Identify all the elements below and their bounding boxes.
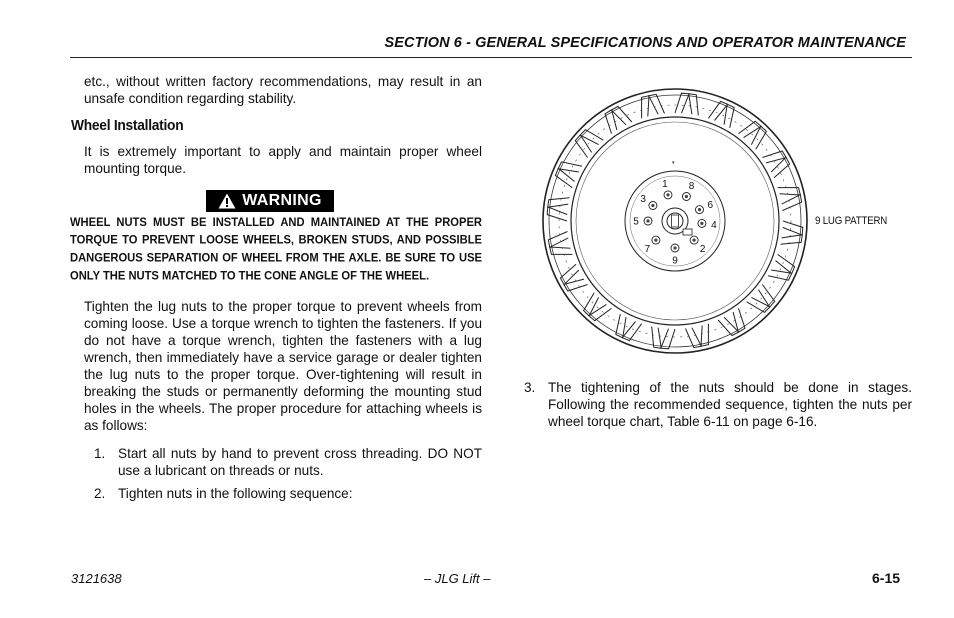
wheel-installation-heading: Wheel Installation [71, 117, 184, 134]
lug-stud [654, 239, 657, 242]
step-number: 3. [524, 380, 536, 395]
lug-stud [693, 239, 696, 242]
lug-sequence-number: 9 [672, 255, 678, 267]
lug-sequence-number: 6 [707, 200, 714, 211]
step-1 [94, 445, 482, 485]
lug-sequence-number: 3 [640, 194, 646, 206]
step-text: Start all nuts by hand to prevent cross threading. DO NOT use a lubricant on threads or nuts. [118, 446, 482, 478]
lug-sequence-number: 8 [688, 181, 695, 193]
warning-banner [206, 190, 334, 212]
lug-sequence-number: 5 [633, 216, 639, 228]
tightening-procedure-paragraph: Tighten the lug nuts to the proper torque to prevent wheels from coming loose. Use a torque wrench to tighten the fasteners. If you do not have a torque wrench, tighten the fasteners with a lug wrench, then immediately have a service garage or dealer tighten the lug nuts to the proper torque. Over-tightening will result in breaking the studs or permanently deforming the mounting stud holes in the wheels. The proper procedure for attaching wheels is as follows: [84, 299, 482, 433]
footer-doc-number: 3121638 [71, 571, 122, 586]
step-3 [524, 379, 912, 433]
page-number: 6-15 [872, 570, 901, 586]
lug-sequence-number: 7 [644, 244, 651, 256]
lug-stud [646, 219, 649, 222]
wheel-lug-pattern-figure [540, 86, 810, 356]
step-2 [94, 485, 482, 505]
footer-center-text: – JLG Lift – [424, 571, 491, 586]
step-number: 1. [94, 446, 106, 461]
lug-pattern-label: 9 LUG PATTERN [815, 215, 888, 227]
step-number: 2. [94, 486, 106, 501]
section-title: SECTION 6 - GENERAL SPECIFICATIONS AND OPERATOR MAINTENANCE [384, 35, 906, 51]
lug-sequence-number: 2 [699, 244, 706, 256]
lug-stud [685, 195, 688, 198]
step-text: The tightening of the nuts should be done in stages. Following the recommended sequence, tighten the nuts per wheel torque chart, Table 6-11 on page 6-16. [548, 380, 912, 429]
torque-importance-paragraph: It is extremely important to apply and maintain proper wheel mounting torque. [84, 144, 482, 176]
lug-stud [666, 193, 669, 196]
header-divider [70, 57, 912, 58]
valve-marker: ▾ [672, 160, 675, 166]
step-text: Tighten nuts in the following sequence: [118, 486, 353, 501]
lug-stud [700, 222, 703, 225]
lug-stud [651, 204, 654, 207]
intro-text: etc., without written factory recommendations, may result in an unsafe condition regarding stability. [84, 74, 482, 106]
warning-label: WARNING [242, 192, 322, 209]
warning-text: WHEEL NUTS MUST BE INSTALLED AND MAINTAINED AT THE PROPER TORQUE TO PREVENT LOOSE WHEELS, BROKEN STUDS, AND POSSIBLE DANGEROUS SEPARATION OF WHEEL FROM THE AXLE. BE SURE TO USE ONLY THE NUTS MATCHED TO THE CONE ANGLE OF THE WHEEL. [70, 216, 482, 283]
lug-stud [698, 208, 701, 211]
lug-sequence-number: 1 [662, 178, 668, 190]
warning-triangle-icon [218, 193, 236, 209]
lug-stud [673, 246, 676, 249]
lug-sequence-number: 4 [711, 219, 717, 231]
